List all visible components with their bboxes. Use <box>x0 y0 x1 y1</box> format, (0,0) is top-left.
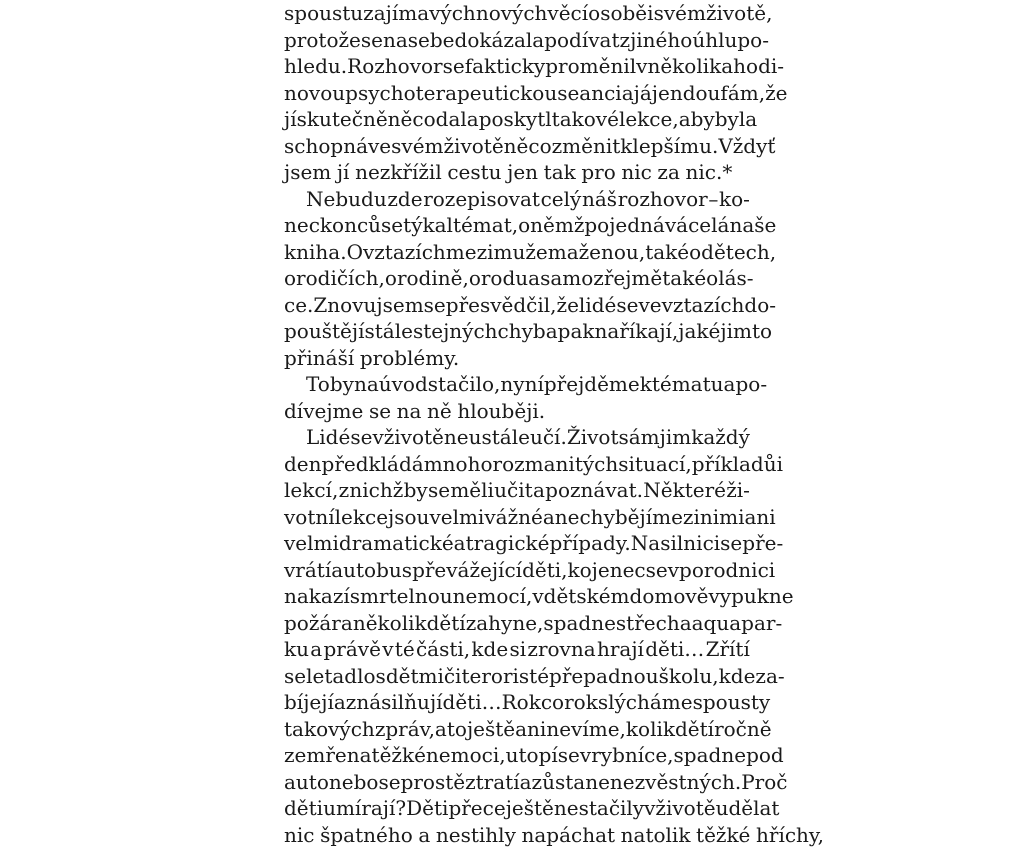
text-line: auto nebo se prostě ztratí a zůstane nezvěstných. Proč <box>284 769 750 796</box>
text-line: ce. Znovu jsem se přesvědčil, že lidé se ve vztazích do- <box>284 292 750 319</box>
paragraph <box>284 424 750 848</box>
text-line: protože se na sebe dokázala podívat z jiného úhlu po- <box>284 27 750 54</box>
text-line: požár a několik dětí zahyne, spadne střecha aquapar- <box>284 610 750 637</box>
text-line: jí skutečně něco dal a poskytl takové lekce, aby byla <box>284 106 750 133</box>
text-line: Nebudu zde rozepisovat celý náš rozhovor – ko- <box>284 186 750 213</box>
text-line: o rodičích, o rodině, o rodu a samozřejmě také o lás- <box>284 265 750 292</box>
text-line: kniha. O vztazích mezi mužem a ženou, také o dětech, <box>284 239 750 266</box>
text-line: lekcí, z nichž by se měli učit a poznávat. Některé ži- <box>284 477 750 504</box>
paragraph <box>284 0 750 186</box>
text-line: nakazí smrtelnou nemocí, v dětském domově vypukne <box>284 583 750 610</box>
paragraph <box>284 186 750 372</box>
text-line: Lidé se v životě neustále učí. Život sám jim každý <box>284 424 750 451</box>
text-line: nic špatného a nestihly napáchat natolik těžké hříchy, <box>284 822 750 848</box>
text-line: votní lekce jsou velmi vážné a nechybějí mezi nimi ani <box>284 504 750 531</box>
text-line: novou psychoterapeutickou seanci a já jen doufám, že <box>284 80 750 107</box>
text-line: velmi dramatické a tragické případy. Na silnici se pře- <box>284 530 750 557</box>
text-line: zemře na těžké nemoci, utopí se v rybníce, spadne pod <box>284 742 750 769</box>
text-line: děti umírají? Děti přece ještě nestačily v životě udělat <box>284 795 750 822</box>
text-line: takových zpráv, a to ještě ani nevíme, kolik dětí ročně <box>284 716 750 743</box>
text-line: To by na úvod stačilo, nyní přejděme k tématu a po- <box>284 371 750 398</box>
book-page-text <box>284 0 750 848</box>
text-line: hledu. Rozhovor se fakticky proměnil v několikahodi- <box>284 53 750 80</box>
text-line: neckonců se týkal témat, o němž pojednává celá naše <box>284 212 750 239</box>
text-line: pouštějí stále stejných chyb a pak naříkají, jaké jim to <box>284 318 750 345</box>
text-line: ku a právě v té části, kde si zrovna hrají děti… Zřítí <box>284 636 750 663</box>
text-line: přináší problémy. <box>284 345 750 372</box>
text-line: se letadlo s dětmi či teroristé přepadnou školu, kde za- <box>284 663 750 690</box>
text-line: spoustu zajímavých nových věcí o sobě i svém životě, <box>284 0 750 27</box>
text-line: vrátí autobus převážející děti, kojenec se v porodnici <box>284 557 750 584</box>
paragraph <box>284 371 750 424</box>
text-line: den předkládá mnoho rozmanitých situací, příkladů i <box>284 451 750 478</box>
text-line: jsem jí nezkřížil cestu jen tak pro nic za nic.* <box>284 159 750 186</box>
text-line: bíjejí a znásilňují děti… Rok co rok slýcháme spousty <box>284 689 750 716</box>
text-line: schopná ve svém životě něco změnit k lepšímu. Vždyť <box>284 133 750 160</box>
text-line: dívejme se na ně hlouběji. <box>284 398 750 425</box>
